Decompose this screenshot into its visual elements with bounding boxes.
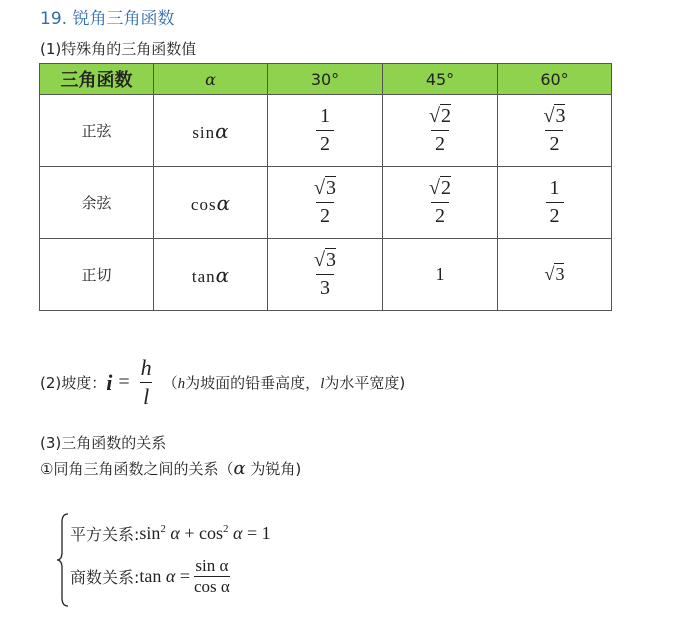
- table-row: [40, 95, 612, 167]
- identity-group: [56, 512, 376, 608]
- slope-label: (2)坡度：: [40, 374, 107, 392]
- value-cell: √3: [498, 239, 612, 311]
- square-identity: 平方关系: $\sin^2 \alpha + \cos^2 \alpha = 1$: [70, 523, 271, 544]
- header-cell: 三角函数: [40, 64, 154, 95]
- header-cell: 30°: [268, 64, 383, 95]
- function-name-cell: 正切: [40, 239, 154, 311]
- function-cell: tanα: [154, 239, 268, 311]
- section3-heading: (3)三角函数的关系: [40, 434, 167, 452]
- table-row: [40, 239, 612, 311]
- header-cell: α: [154, 64, 268, 95]
- slope-var: i: [106, 369, 113, 395]
- value-cell: 1: [383, 239, 498, 311]
- value-cell: $\frac{√3}{2}$: [498, 95, 612, 167]
- value-cell: $\frac{√3}{2}$: [268, 167, 383, 239]
- value-cell: $\frac{1}{2}$: [498, 167, 612, 239]
- function-cell: cosα: [154, 167, 268, 239]
- header-cell: 60°: [498, 64, 612, 95]
- table-header-row: [40, 64, 612, 95]
- slope-note: （h为坡面的铅垂高度，l为水平宽度): [162, 374, 406, 392]
- quotient-fraction: $\frac{\text{sin α}}{\text{cos α}}$: [194, 556, 230, 596]
- table-row: [40, 167, 612, 239]
- function-name-cell: 余弦: [40, 167, 154, 239]
- slope-fraction: $\frac{h}{l}$: [140, 355, 152, 409]
- section1-heading: (1)特殊角的三角函数值: [40, 40, 197, 58]
- slope-line: [40, 355, 405, 410]
- function-cell: sinα: [154, 95, 268, 167]
- value-cell: $\frac{√2}{2}$: [383, 95, 498, 167]
- page-title: 19. 锐角三角函数: [40, 9, 175, 29]
- left-brace-icon: [56, 512, 70, 608]
- header-cell: 45°: [383, 64, 498, 95]
- slope-eq: =: [118, 371, 130, 393]
- quotient-identity: 商数关系: tan α = $\frac{\text{sin α}}{\text{cos α}}$: [70, 556, 230, 596]
- special-angle-table: [39, 63, 612, 311]
- section3-subheading: ①同角三角函数之间的关系（α 为锐角): [40, 458, 302, 479]
- value-cell: $\frac{1}{2}$: [268, 95, 383, 167]
- value-cell: $\frac{√2}{2}$: [383, 167, 498, 239]
- value-cell: $\frac{√3}{3}$: [268, 239, 383, 311]
- function-name-cell: 正弦: [40, 95, 154, 167]
